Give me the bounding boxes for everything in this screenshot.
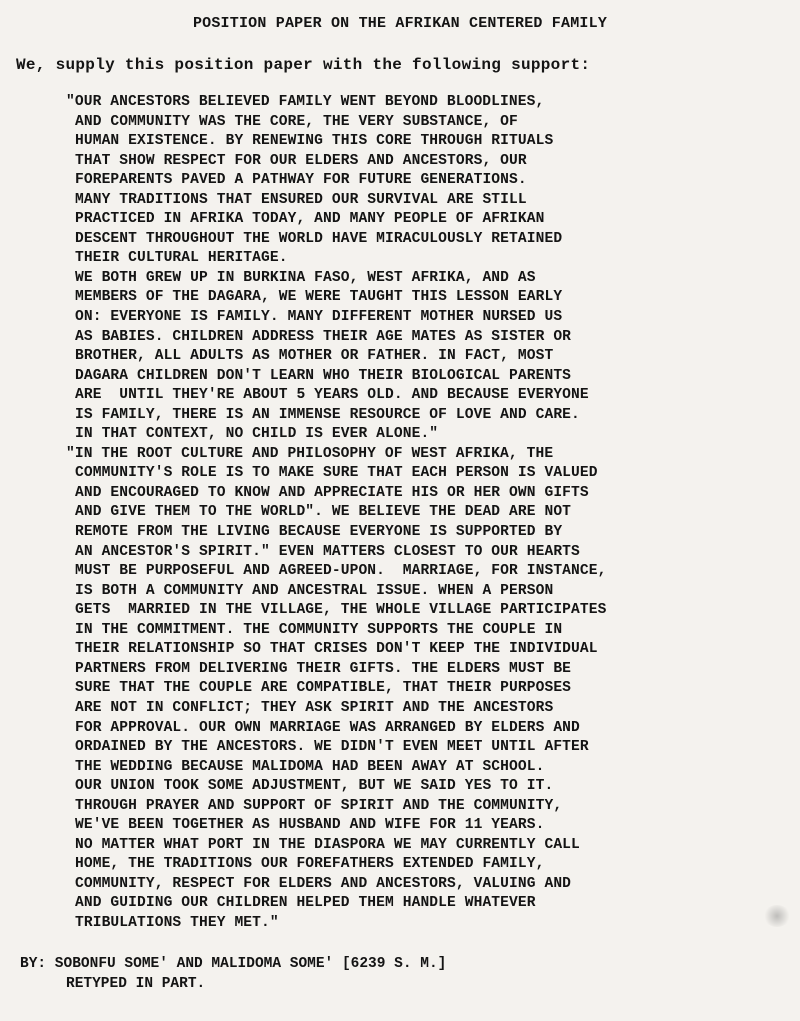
text-line: DAGARA CHILDREN DON'T LEARN WHO THEIR BIOLOGICAL PARENTS [75, 367, 572, 384]
text-line: SURE THAT THE COUPLE ARE COMPATIBLE, THAT THEIR PURPOSES [75, 680, 572, 697]
text-line: AND GUIDING OUR CHILDREN HELPED THEM HANDLE WHATEVER [75, 895, 536, 912]
text-line: AN ANCESTOR'S SPIRIT." EVEN MATTERS CLOSEST TO OUR HEARTS [75, 543, 580, 560]
text-line: THE WEDDING BECAUSE MALIDOMA HAD BEEN AWAY AT SCHOOL. [75, 758, 545, 775]
text-line: WE BOTH GREW UP IN BURKINA FASO, WEST AFRIKA, AND AS [75, 269, 536, 286]
text-line: THEIR RELATIONSHIP SO THAT CRISES DON'T KEEP THE INDIVIDUAL [75, 641, 598, 658]
text-line: BROTHER, ALL ADULTS AS MOTHER OR FATHER. IN FACT, MOST [75, 348, 554, 365]
text-line: IN THE COMMITMENT. THE COMMUNITY SUPPORTS THE COUPLE IN [75, 621, 563, 638]
text-line: REMOTE FROM THE LIVING BECAUSE EVERYONE IS SUPPORTED BY [75, 524, 563, 541]
text-line: FOR APPROVAL. OUR OWN MARRIAGE WAS ARRANGED BY ELDERS AND [75, 719, 580, 736]
intro-line: We, supply this position paper with the following support: [16, 56, 591, 74]
text-line: THEIR CULTURAL HERITAGE. [75, 250, 288, 267]
text-line: AS BABIES. CHILDREN ADDRESS THEIR AGE MATES AS SISTER OR [75, 328, 572, 345]
text-line: COMMUNITY'S ROLE IS TO MAKE SURE THAT EACH PERSON IS VALUED [75, 465, 598, 482]
text-line: ORDAINED BY THE ANCESTORS. WE DIDN'T EVEN MEET UNTIL AFTER [75, 739, 589, 756]
text-line: FOREPARENTS PAVED A PATHWAY FOR FUTURE GENERATIONS. [75, 172, 527, 189]
text-line: GETS MARRIED IN THE VILLAGE, THE WHOLE VILLAGE PARTICIPATES [75, 602, 607, 619]
text-line: DESCENT THROUGHOUT THE WORLD HAVE MIRACULOUSLY RETAINED [75, 230, 563, 247]
text-line: TRIBULATIONS THEY MET." [75, 914, 279, 931]
text-line: PARTNERS FROM DELIVERING THEIR GIFTS. THE ELDERS MUST BE [75, 660, 572, 677]
text-line: COMMUNITY, RESPECT FOR ELDERS AND ANCESTORS, VALUING AND [75, 875, 572, 892]
document-title: POSITION PAPER ON THE AFRIKAN CENTERED FAMILY [192, 15, 608, 32]
author-line: BY: SOBONFU SOME' AND MALIDOMA SOME' [6239 S. M.] [20, 956, 447, 972]
text-line: IS BOTH A COMMUNITY AND ANCESTRAL ISSUE. WHEN A PERSON [75, 582, 554, 599]
text-line: THROUGH PRAYER AND SUPPORT OF SPIRIT AND THE COMMUNITY, [75, 797, 563, 814]
text-line: MUST BE PURPOSEFUL AND AGREED-UPON. MARRIAGE, FOR INSTANCE, [75, 563, 607, 580]
attribution [20, 955, 446, 994]
text-line: THAT SHOW RESPECT FOR OUR ELDERS AND ANCESTORS, OUR [75, 152, 527, 169]
ink-smudge [763, 905, 791, 927]
quoted-passage [66, 93, 796, 934]
text-line: WE'VE BEEN TOGETHER AS HUSBAND AND WIFE FOR 11 YEARS. [75, 817, 545, 834]
text-line: HOME, THE TRADITIONS OUR FOREFATHERS EXTENDED FAMILY, [75, 856, 545, 873]
text-line: OUR UNION TOOK SOME ADJUSTMENT, BUT WE SAID YES TO IT. [75, 778, 554, 795]
text-line: AND ENCOURAGED TO KNOW AND APPRECIATE HIS OR HER OWN GIFTS [75, 484, 589, 501]
text-line: HUMAN EXISTENCE. BY RENEWING THIS CORE THROUGH RITUALS [75, 133, 554, 150]
retyped-note: RETYPED IN PART. [66, 975, 206, 992]
text-line: IN THAT CONTEXT, NO CHILD IS EVER ALONE." [75, 426, 439, 443]
text-line: MANY TRADITIONS THAT ENSURED OUR SURVIVAL ARE STILL [75, 191, 527, 208]
text-line: AND GIVE THEM TO THE WORLD". WE BELIEVE THE DEAD ARE NOT [75, 504, 572, 521]
text-line: ON: EVERYONE IS FAMILY. MANY DIFFERENT MOTHER NURSED US [75, 309, 563, 326]
text-line: MEMBERS OF THE DAGARA, WE WERE TAUGHT THIS LESSON EARLY [75, 289, 563, 306]
text-line: IS FAMILY, THERE IS AN IMMENSE RESOURCE OF LOVE AND CARE. [75, 406, 580, 423]
text-line: NO MATTER WHAT PORT IN THE DIASPORA WE MAY CURRENTLY CALL [75, 836, 580, 853]
text-line: "OUR ANCESTORS BELIEVED FAMILY WENT BEYOND BLOODLINES, [66, 94, 545, 110]
text-line: AND COMMUNITY WAS THE CORE, THE VERY SUBSTANCE, OF [75, 113, 518, 130]
text-line: ARE NOT IN CONFLICT; THEY ASK SPIRIT AND THE ANCESTORS [75, 699, 554, 716]
text-line: "IN THE ROOT CULTURE AND PHILOSOPHY OF WEST AFRIKA, THE [66, 445, 554, 462]
text-line: PRACTICED IN AFRIKA TODAY, AND MANY PEOPLE OF AFRIKAN [75, 211, 545, 228]
text-line: ARE UNTIL THEY'RE ABOUT 5 YEARS OLD. AND BECAUSE EVERYONE [75, 387, 589, 404]
